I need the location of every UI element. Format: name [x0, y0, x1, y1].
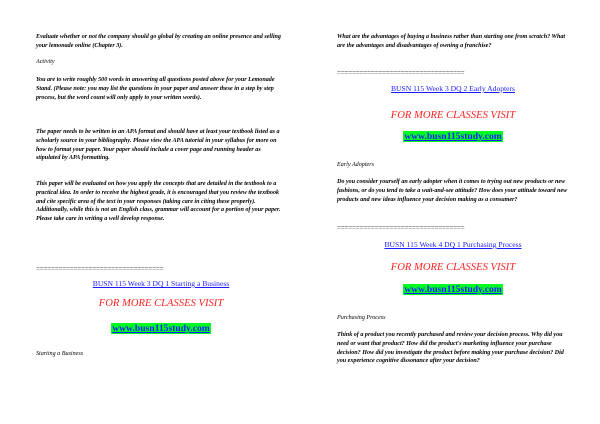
site-link-wrapper [337, 126, 569, 144]
promo-text: FOR MORE CLASSES VISIT [390, 262, 516, 273]
course-link-week4-dq1[interactable]: BUSN 115 Week 4 DQ 1 Purchasing Process [384, 240, 522, 249]
site-link-wrapper [36, 318, 286, 336]
course-link-week3-dq1[interactable]: BUSN 115 Week 3 DQ 1 Starting a Business [92, 279, 230, 288]
promo-text: FOR MORE CLASSES VISIT [98, 298, 224, 309]
evaluation-paragraph: This paper will be evaluated on how you apply the concepts that are detailed in the textbook to a practical idea. In order to receive the highest grade, it is encouraged that you review the textbook and cite specific area of the text in your responses (taking care in citing these properly). Additionally, while this is not an English class, grammar will account for a portion of your paper. Please take care in writing a well develop response. [36, 181, 281, 223]
word-count-paragraph: You are to write roughly 500 words in answering all questions posted above for your Lemonade Stand. (Please note: you may list the questions in your paper and answer these in a step by step process, but the word count will only apply to your written words). [36, 77, 275, 101]
separator-line: ================================== [36, 265, 164, 273]
site-link[interactable]: www.busn115study.com [112, 323, 210, 334]
assignment-paragraph: Evaluate whether or not the company should go global by creating an online presence and selling your lemonade online (Chapter 3). [36, 34, 281, 49]
section-label: Starting a Business [36, 351, 84, 357]
promo-banner [337, 257, 569, 275]
apa-format-paragraph: The paper needs to be written in an APA format and should have at least your textbook listed as a scholarly source in your bibliography. Please view the APA tutorial in your syllabus for more on how to format your paper. Your paper should include a cover page and running header as stipulated by APA formatting. [36, 129, 280, 162]
promo-banner [337, 105, 569, 123]
purchase-decision-question: Think of a product you recently purchased and review your decision process. Why did you need or want that product? How did the product's marketing influence your purchase decision? How did you investigate the product before making your purchase decision? Did you experience cognitive dissonance after your decision? [337, 332, 564, 365]
franchise-question: What are the advantages of buying a business rather than starting one from scratch? What are the advantages and disadvantages of owning a franchise? [337, 34, 566, 49]
early-adopter-question: Do you consider yourself an early adopter when it comes to trying out new products or new fashions, or do you tend to take a wait-and-see attitude? How does your attitude toward new products and new ideas influence your decision making as a consumer? [337, 179, 568, 203]
site-link[interactable]: www.busn115study.com [404, 284, 502, 295]
activity-label: Activity [36, 59, 55, 65]
site-link-wrapper [337, 279, 569, 297]
separator-line: ================================== [337, 224, 465, 232]
section-label-early-adopters: Early Adopters [337, 162, 374, 168]
course-link-week3-dq2[interactable]: BUSN 115 Week 3 DQ 2 Early Adopters [390, 84, 516, 93]
site-link[interactable]: www.busn115study.com [404, 131, 502, 142]
separator-line: ================================== [337, 69, 465, 77]
promo-text: FOR MORE CLASSES VISIT [390, 110, 516, 121]
section-label-purchasing-process: Purchasing Process [337, 315, 386, 321]
promo-banner [36, 293, 286, 311]
